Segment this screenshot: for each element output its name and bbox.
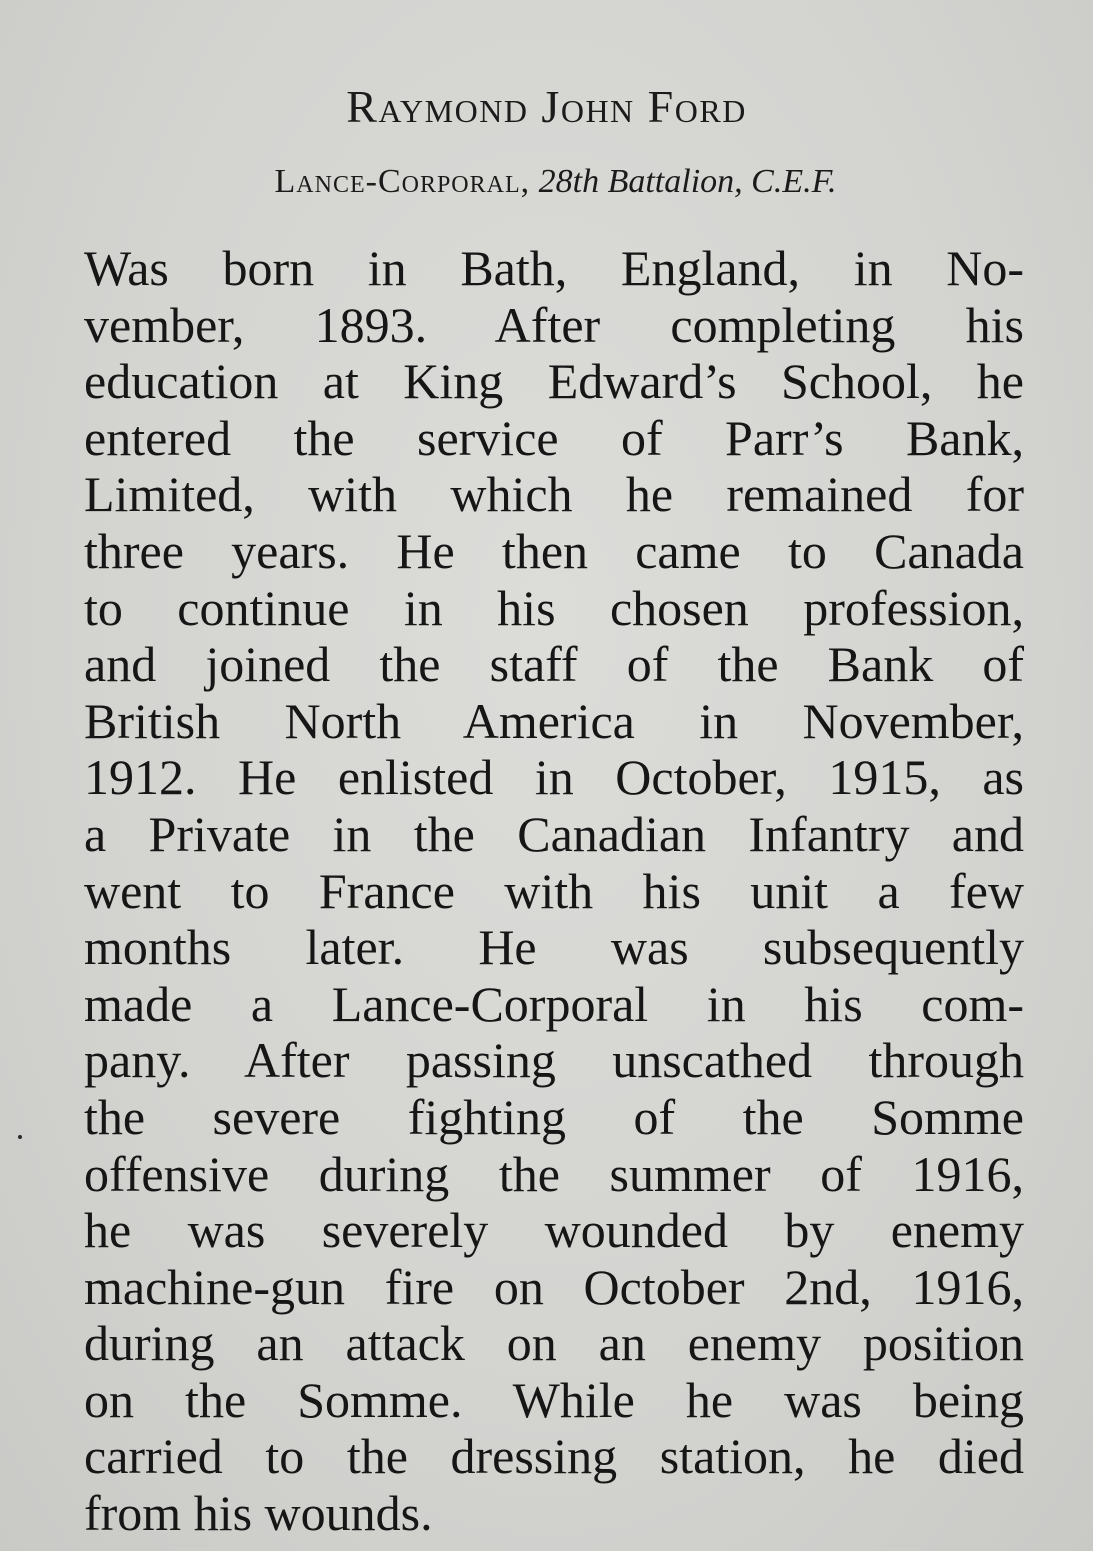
text-line: the severe fighting of the Somme	[84, 1088, 1024, 1145]
text-line: carried to the dressing station, he died	[84, 1428, 1024, 1485]
text-line: during an attack on an enemy position	[84, 1315, 1024, 1372]
unit-name: 28th Battalion, C.E.F.	[538, 163, 837, 200]
text-line: offensive during the summer of 1916,	[84, 1145, 1024, 1202]
biography-paragraph	[84, 240, 1024, 1542]
text-line: 1912. He enlisted in October, 1915, as	[84, 749, 1024, 806]
text-line: British North America in November,	[84, 692, 1024, 749]
text-line: education at King Edward’s School, he	[84, 353, 1024, 410]
rank-subheading	[0, 163, 1093, 201]
text-line: a Private in the Canadian Infantry and	[84, 805, 1024, 862]
text-line: Limited, with which he remained for	[84, 466, 1024, 523]
ink-speck	[18, 1135, 22, 1139]
text-line: made a Lance-Corporal in his com-	[84, 975, 1024, 1032]
text-line: and joined the staff of the Bank of	[84, 636, 1024, 693]
text-line: went to France with his unit a few	[84, 862, 1024, 919]
text-line: Was born in Bath, England, in No-	[84, 240, 1024, 296]
text-line: from his wounds.	[84, 1485, 433, 1542]
text-line: pany. After passing unscathed through	[84, 1032, 1024, 1089]
person-name-heading: Raymond John Ford	[346, 81, 747, 132]
text-line: machine-gun fire on October 2nd, 1916,	[84, 1258, 1024, 1315]
text-line: he was severely wounded by enemy	[84, 1202, 1024, 1259]
text-line: vember, 1893. After completing his	[84, 296, 1024, 353]
text-line: entered the service of Parr’s Bank,	[84, 409, 1024, 466]
text-line: three years. He then came to Canada	[84, 522, 1024, 579]
rank-title: Lance-Corporal,	[274, 163, 531, 200]
text-line: to continue in his chosen profession,	[84, 579, 1024, 636]
text-line: on the Somme. While he was being	[84, 1371, 1024, 1428]
text-line: months later. He was subsequently	[84, 919, 1024, 976]
